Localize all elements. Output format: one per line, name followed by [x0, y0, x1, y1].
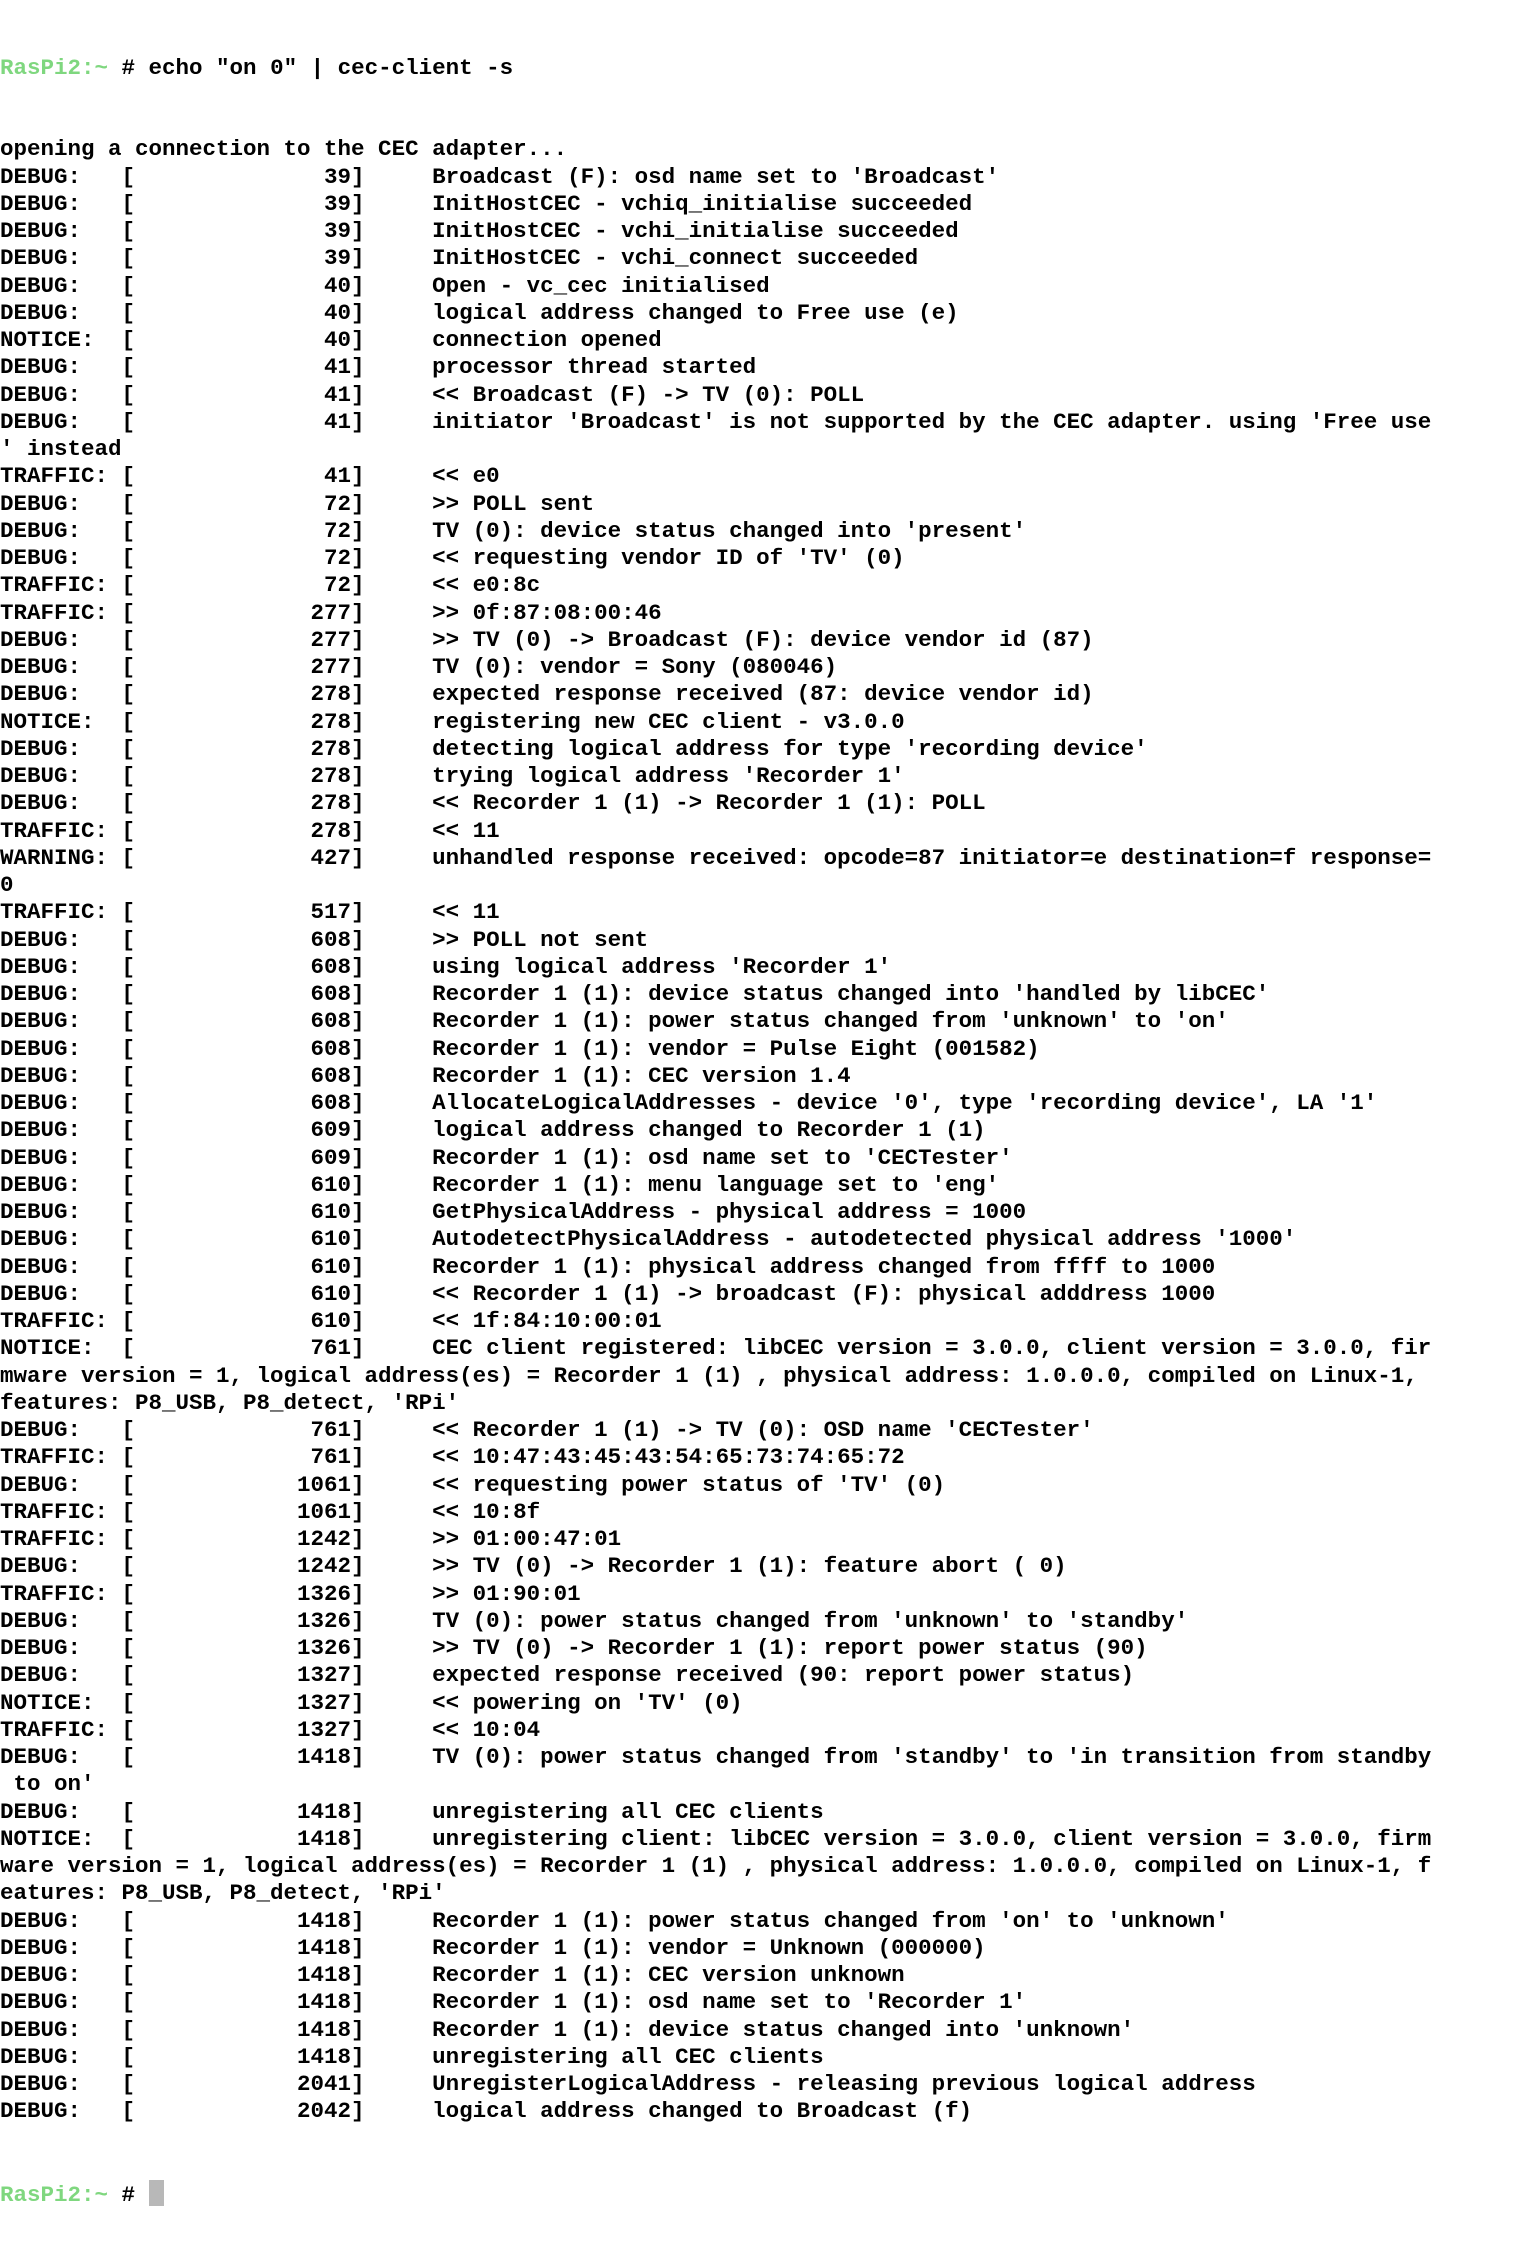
- log-line: DEBUG: [ 41] processor thread started: [0, 354, 757, 381]
- log-line: NOTICE: [ 1327] << powering on 'TV' (0): [0, 1689, 743, 1716]
- log-line: NOTICE: [ 761] CEC client registered: libCEC version = 3.0.0, client version = 3.0.0, fir: [0, 1335, 1432, 1362]
- log-line: DEBUG: [ 608] Recorder 1 (1): vendor = Pulse Eight (001582): [0, 1035, 1040, 1062]
- final-prompt-path: :~: [81, 2182, 109, 2209]
- log-line: eatures: P8_USB, P8_detect, 'RPi': [0, 1880, 446, 1907]
- log-line: mware version = 1, logical address(es) = Recorder 1 (1) , physical address: 1.0.0.0, compiled on Linux-1,: [0, 1362, 1418, 1389]
- final-prompt-symbol: #: [108, 2182, 149, 2209]
- log-line: DEBUG: [ 277] TV (0): vendor = Sony (080046): [0, 654, 838, 681]
- log-output: [0, 136, 1536, 2125]
- log-line: TRAFFIC: [ 41] << e0: [0, 463, 500, 490]
- log-line: DEBUG: [ 278] << Recorder 1 (1) -> Recorder 1 (1): POLL: [0, 790, 986, 817]
- log-line: ' instead: [0, 436, 122, 463]
- log-line: DEBUG: [ 608] Recorder 1 (1): power status changed from 'unknown' to 'on': [0, 1008, 1229, 1035]
- log-line: DEBUG: [ 1327] expected response received (90: report power status): [0, 1662, 1135, 1689]
- text-cursor: [149, 2180, 164, 2206]
- log-line: DEBUG: [ 609] logical address changed to Recorder 1 (1): [0, 1117, 986, 1144]
- log-line: DEBUG: [ 610] GetPhysicalAddress - physical address = 1000: [0, 1199, 1027, 1226]
- log-line: TRAFFIC: [ 1242] >> 01:00:47:01: [0, 1526, 622, 1553]
- log-line: opening a connection to the CEC adapter...: [0, 136, 568, 163]
- log-line: DEBUG: [ 1418] Recorder 1 (1): device status changed into 'unknown': [0, 2016, 1135, 2043]
- log-line: TRAFFIC: [ 610] << 1f:84:10:00:01: [0, 1308, 662, 1335]
- log-line: DEBUG: [ 1418] Recorder 1 (1): vendor = Unknown (000000): [0, 1934, 986, 1961]
- log-line: DEBUG: [ 278] detecting logical address for type 'recording device': [0, 735, 1148, 762]
- log-line: DEBUG: [ 39] InitHostCEC - vchi_connect succeeded: [0, 245, 919, 272]
- log-line: DEBUG: [ 277] >> TV (0) -> Broadcast (F): device vendor id (87): [0, 626, 1094, 653]
- log-line: NOTICE: [ 278] registering new CEC client - v3.0.0: [0, 708, 905, 735]
- log-line: DEBUG: [ 39] Broadcast (F): osd name set to 'Broadcast': [0, 163, 1000, 190]
- log-line: features: P8_USB, P8_detect, 'RPi': [0, 1389, 460, 1416]
- command-line: [0, 55, 1536, 82]
- log-line: DEBUG: [ 39] InitHostCEC - vchiq_initialise succeeded: [0, 190, 973, 217]
- log-line: TRAFFIC: [ 517] << 11: [0, 899, 500, 926]
- log-line: DEBUG: [ 1242] >> TV (0) -> Recorder 1 (1): feature abort ( 0): [0, 1553, 1067, 1580]
- log-line: DEBUG: [ 610] AutodetectPhysicalAddress - autodetected physical address '1000': [0, 1226, 1297, 1253]
- log-line: DEBUG: [ 608] Recorder 1 (1): CEC version 1.4: [0, 1062, 851, 1089]
- final-prompt-host: RasPi2: [0, 2182, 82, 2209]
- prompt-host: RasPi2: [0, 54, 82, 81]
- log-line: DEBUG: [ 278] expected response received (87: device vendor id): [0, 681, 1094, 708]
- log-line: DEBUG: [ 610] Recorder 1 (1): menu language set to 'eng': [0, 1171, 1000, 1198]
- log-line: DEBUG: [ 2041] UnregisterLogicalAddress - releasing previous logical address: [0, 2071, 1256, 2098]
- prompt-symbol: #: [108, 54, 149, 81]
- log-line: WARNING: [ 427] unhandled response received: opcode=87 initiator=e destination=f response=: [0, 844, 1432, 871]
- log-line: DEBUG: [ 608] Recorder 1 (1): device status changed into 'handled by libCEC': [0, 981, 1270, 1008]
- log-line: TRAFFIC: [ 1061] << 10:8f: [0, 1498, 541, 1525]
- log-line: DEBUG: [ 1061] << requesting power status of 'TV' (0): [0, 1471, 946, 1498]
- log-line: DEBUG: [ 1418] Recorder 1 (1): CEC version unknown: [0, 1962, 905, 1989]
- log-line: NOTICE: [ 1418] unregistering client: libCEC version = 3.0.0, client version = 3.0.0, firm: [0, 1825, 1432, 1852]
- log-line: DEBUG: [ 40] Open - vc_cec initialised: [0, 272, 770, 299]
- log-line: DEBUG: [ 40] logical address changed to Free use (e): [0, 299, 959, 326]
- log-line: DEBUG: [ 1418] TV (0): power status changed from 'standby' to 'in transition from standby: [0, 1744, 1432, 1771]
- log-line: DEBUG: [ 41] << Broadcast (F) -> TV (0): POLL: [0, 381, 865, 408]
- log-line: DEBUG: [ 72] << requesting vendor ID of 'TV' (0): [0, 545, 905, 572]
- log-line: DEBUG: [ 72] TV (0): device status changed into 'present': [0, 517, 1027, 544]
- log-line: DEBUG: [ 2042] logical address changed to Broadcast (f): [0, 2098, 973, 2125]
- log-line: DEBUG: [ 278] trying logical address 'Recorder 1': [0, 763, 905, 790]
- log-line: DEBUG: [ 1418] Recorder 1 (1): power status changed from 'on' to 'unknown': [0, 1907, 1229, 1934]
- log-line: to on': [0, 1771, 95, 1798]
- log-line: TRAFFIC: [ 72] << e0:8c: [0, 572, 541, 599]
- log-line: DEBUG: [ 41] initiator 'Broadcast' is not supported by the CEC adapter. using 'Free use: [0, 408, 1432, 435]
- log-line: DEBUG: [ 608] >> POLL not sent: [0, 926, 649, 953]
- log-line: TRAFFIC: [ 277] >> 0f:87:08:00:46: [0, 599, 662, 626]
- log-line: DEBUG: [ 1418] Recorder 1 (1): osd name set to 'Recorder 1': [0, 1989, 1027, 2016]
- command-text: echo "on 0" | cec-client -s: [148, 54, 514, 81]
- prompt-path: :~: [81, 54, 109, 81]
- log-line: DEBUG: [ 610] Recorder 1 (1): physical address changed from ffff to 1000: [0, 1253, 1216, 1280]
- log-line: DEBUG: [ 1418] unregistering all CEC clients: [0, 1798, 824, 1825]
- log-line: DEBUG: [ 1326] >> TV (0) -> Recorder 1 (1): report power status (90): [0, 1635, 1148, 1662]
- log-line: NOTICE: [ 40] connection opened: [0, 327, 662, 354]
- log-line: 0: [0, 872, 14, 899]
- log-line: DEBUG: [ 1326] TV (0): power status changed from 'unknown' to 'standby': [0, 1607, 1189, 1634]
- log-line: TRAFFIC: [ 278] << 11: [0, 817, 500, 844]
- log-line: DEBUG: [ 610] << Recorder 1 (1) -> broadcast (F): physical adddress 1000: [0, 1280, 1216, 1307]
- log-line: DEBUG: [ 608] using logical address 'Recorder 1': [0, 953, 892, 980]
- log-line: TRAFFIC: [ 1327] << 10:04: [0, 1716, 541, 1743]
- log-line: TRAFFIC: [ 1326] >> 01:90:01: [0, 1580, 581, 1607]
- log-line: ware version = 1, logical address(es) = Recorder 1 (1) , physical address: 1.0.0.0, compiled on Linux-1, f: [0, 1853, 1432, 1880]
- log-line: DEBUG: [ 72] >> POLL sent: [0, 490, 595, 517]
- log-line: DEBUG: [ 1418] unregistering all CEC clients: [0, 2043, 824, 2070]
- final-prompt-line[interactable]: [0, 2180, 1536, 2207]
- log-line: TRAFFIC: [ 761] << 10:47:43:45:43:54:65:73:74:65:72: [0, 1444, 905, 1471]
- log-line: DEBUG: [ 761] << Recorder 1 (1) -> TV (0): OSD name 'CECTester': [0, 1417, 1094, 1444]
- log-line: DEBUG: [ 608] AllocateLogicalAddresses - device '0', type 'recording device', LA '1': [0, 1090, 1378, 1117]
- log-line: DEBUG: [ 39] InitHostCEC - vchi_initialise succeeded: [0, 218, 959, 245]
- log-line: DEBUG: [ 609] Recorder 1 (1): osd name set to 'CECTester': [0, 1144, 1013, 1171]
